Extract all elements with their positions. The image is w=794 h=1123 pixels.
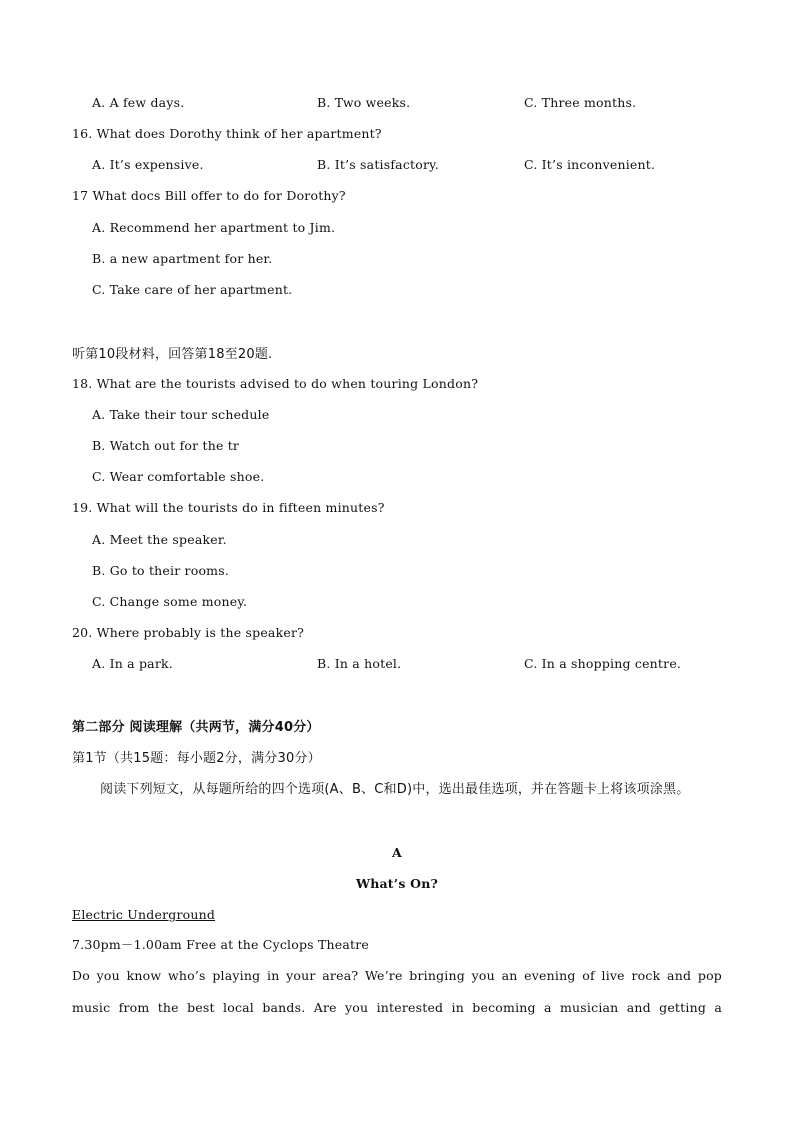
q17-stem: 17 What docs Bill offer to do for Dorothy?	[72, 188, 346, 203]
section-10-instruction: 听第10段材料，回答第18至20题.	[72, 347, 273, 362]
event-time: 7.30pm－1.00am Free at the Cyclops Theatre	[72, 937, 369, 952]
q17-option-c: C. Take care of her apartment.	[92, 282, 293, 297]
q20-option-c: C. In a shopping centre.	[524, 656, 682, 671]
event-name: Electric Underground	[72, 907, 216, 922]
q18-stem: 18. What are the tourists advised to do when touring London?	[72, 376, 479, 391]
q16-option-c: C. It’s inconvenient.	[524, 157, 656, 172]
q19-option-c: C. Change some money.	[92, 594, 248, 609]
passage-line-1: Do you know who’s playing in your area? We’re bringing you an evening of live rock and pop	[72, 968, 722, 983]
q20-option-b: B. In a hotel.	[317, 656, 402, 671]
q19-stem: 19. What will the tourists do in fifteen minutes?	[72, 500, 385, 515]
q17-option-b: B. a new apartment for her.	[92, 251, 273, 266]
q15-option-c: C. Three months.	[524, 95, 637, 110]
q17-option-a: A. Recommend her apartment to Jim.	[92, 220, 336, 235]
part2-instructions: 阅读下列短文，从每题所给的四个选项(A、B、C和D)中，选出最佳选项，并在答题卡上将该项涂黑。	[100, 782, 690, 797]
q16-option-b: B. It’s satisfactory.	[317, 157, 439, 172]
part2-section1: 第1节（共15题：每小题2分，满分30分）	[72, 751, 321, 766]
q15-option-a: A. A few days.	[92, 95, 185, 110]
q18-option-b: B. Watch out for the tr	[92, 438, 240, 453]
q18-option-c: C. Wear comfortable shoe.	[92, 469, 265, 484]
q16-stem: 16. What does Dorothy think of her apartment?	[72, 126, 382, 141]
q15-option-b: B. Two weeks.	[317, 95, 411, 110]
passage-title: What’s On?	[355, 876, 439, 891]
passage-line-2: music from the best local bands. Are you interested in becoming a musician and getting a	[72, 1000, 722, 1015]
passage-letter: A	[392, 845, 402, 860]
q19-option-a: A. Meet the speaker.	[92, 532, 227, 547]
q18-option-a: A. Take their tour schedule	[92, 407, 270, 422]
q16-option-a: A. It’s expensive.	[92, 157, 204, 172]
q19-option-b: B. Go to their rooms.	[92, 563, 230, 578]
q20-option-a: A. In a park.	[92, 656, 173, 671]
q20-stem: 20. Where probably is the speaker?	[72, 625, 305, 640]
part2-heading: 第二部分 阅读理解（共两节，满分40分）	[72, 720, 320, 735]
